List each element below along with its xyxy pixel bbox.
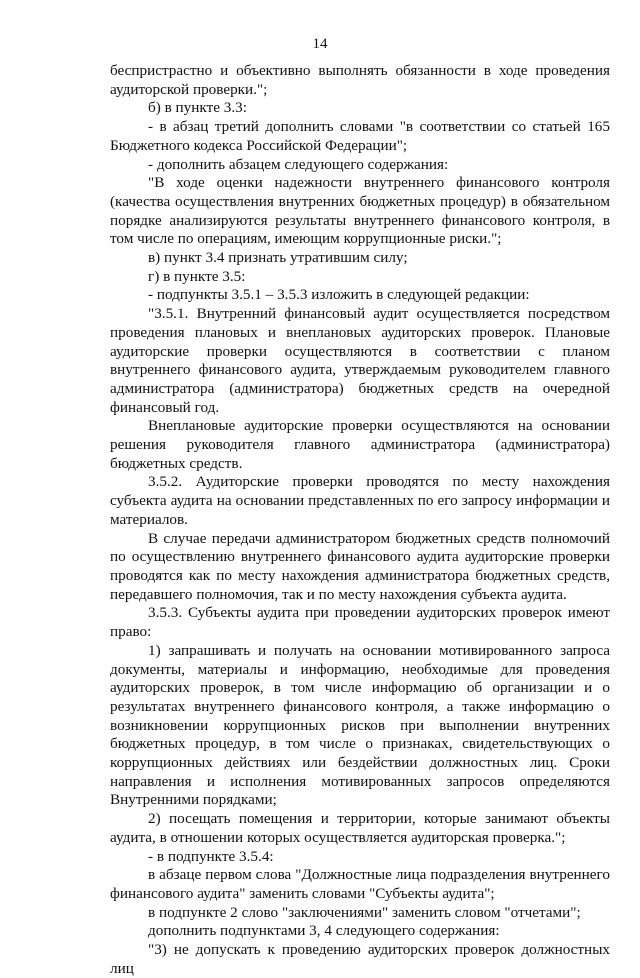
paragraph: дополнить подпунктами 3, 4 следующего содержания: <box>148 922 500 940</box>
paragraph: - в подпункте 3.5.4: <box>148 847 274 865</box>
paragraph: В случае передачи администратором бюджетных средств полномочий по осуществлению внутреннего финансового аудита аудиторские проверки проводятся как по месту нахождения администратора бюджетных средств, передавшего полномочия, так и по месту нахождения субъекта аудита. <box>110 529 610 603</box>
paragraph: в подпункте 2 слово "заключениями" заменить словом "отчетами"; <box>148 903 581 921</box>
paragraph: 3.5.3. Субъекты аудита при проведении аудиторских проверок имеют право: <box>110 604 610 641</box>
paragraph: - в абзац третий дополнить словами "в соответствии со статьей 165 Бюджетного кодекса Российской Федерации"; <box>110 118 610 154</box>
paragraph: г) в пункте 3.5: <box>148 267 246 285</box>
document-body <box>110 62 610 978</box>
paragraph: "3.5.1. Внутренний финансовый аудит осуществляется посредством проведения плановых и внеплановых аудиторских проверок. Плановые аудиторские проверки осуществляются в соответствии с планом внутреннего финансового аудита, утверждаемым руководителем главного администратора (администратора) бюджетных средств на очередной финансовый год. <box>110 305 610 416</box>
page-number: 14 <box>312 36 328 52</box>
paragraph: 1) запрашивать и получать на основании мотивированного запроса документы, материалы и информацию, необходимые для проведения аудиторских проверок, в том числе информацию об организации и о результатах внутреннего финансового контроля, а также информацию о возникновении коррупционных рисков при выполнении внутренних бюджетных процедур, в том числе о признаках, свидетельствующих о коррупционных действиях или бездействии должностных лиц. Сроки направления и исполнения мотивированных запросов определяются Внутренними порядками; <box>110 641 610 809</box>
paragraph: в абзаце первом слова "Должностные лица подразделения внутреннего финансового аудита" заменить словами "Субъекты аудита"; <box>110 866 610 902</box>
paragraph: беспристрастно и объективно выполнять обязанности в ходе проведения аудиторской проверки."; <box>110 62 610 98</box>
paragraph: "В ходе оценки надежности внутреннего финансового контроля (качества осуществления внутренних бюджетных процедур) в обязательном порядке анализируются результаты внутреннего финансового контроля, в том числе по операциям, имеющим коррупционные риски."; <box>110 174 610 248</box>
paragraph: в) пункт 3.4 признать утратившим силу; <box>148 249 408 267</box>
paragraph: 3.5.2. Аудиторские проверки проводятся по месту нахождения субъекта аудита на основании представленных по его запросу информации и материалов. <box>110 473 610 528</box>
paragraph: - подпункты 3.5.1 – 3.5.3 изложить в следующей редакции: <box>148 286 530 304</box>
paragraph: 2) посещать помещения и территории, которые занимают объекты аудита, в отношении которых осуществляется аудиторская проверка."; <box>110 810 610 846</box>
paragraph: "3) не допускать к проведению аудиторских проверок должностных лиц <box>110 941 610 977</box>
paragraph: б) в пункте 3.3: <box>148 99 247 117</box>
paragraph: - дополнить абзацем следующего содержания: <box>148 155 449 173</box>
paragraph: Внеплановые аудиторские проверки осуществляются на основании решения руководителя главного администратора (администратора) бюджетных средств. <box>110 417 610 472</box>
